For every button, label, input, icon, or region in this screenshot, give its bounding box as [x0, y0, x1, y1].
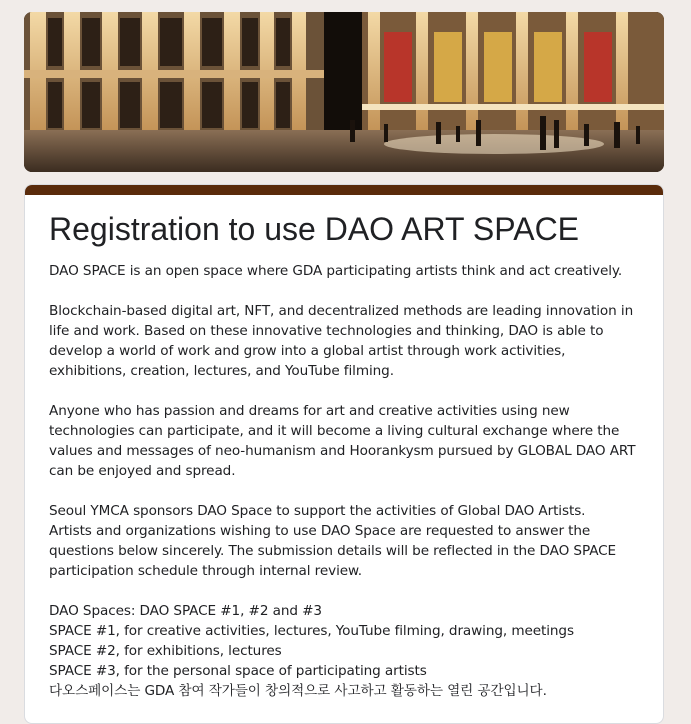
form-description: [49, 261, 643, 701]
description-paragraph-1: DAO SPACE is an open space where GDA participating artists think and act creatively.: [49, 263, 623, 279]
description-paragraph-2: Blockchain-based digital art, NFT, and decentralized methods are leading innovation in life and work. Based on these innovative technologies and thinking, DAO is able to develop a world of work and grow into a global artist through work activities, exhibitions, creation, lectures, and YouTube filming.: [49, 303, 634, 379]
card-accent-bar: [25, 185, 663, 195]
theater-plaza-illustration: [24, 12, 664, 172]
description-sponsor-line: Seoul YMCA sponsors DAO Space to support the activities of Global DAO Artists.: [49, 503, 586, 519]
header-banner-image: [24, 12, 664, 172]
description-paragraph-3: Anyone who has passion and dreams for art and creative activities using new technologies can participate, and it will become a living cultural exchange where the values and messages of neo-humanism and Hoorankysm pursued by GLOBAL DAO ART can be enjoyed and spread.: [49, 403, 636, 479]
space-3-description: SPACE #3, for the personal space of participating artists: [49, 663, 427, 679]
form-header-content: [49, 209, 643, 701]
form-title: Registration to use DAO ART SPACE: [49, 211, 580, 247]
description-request-line: Artists and organizations wishing to use DAO Space are requested to answer the questions below sincerely. The submission details will be reflected in the DAO SPACE participation schedule through internal review.: [49, 523, 617, 579]
space-2-description: SPACE #2, for exhibitions, lectures: [49, 643, 282, 659]
form-header-card: [24, 184, 664, 724]
spaces-heading: DAO Spaces: DAO SPACE #1, #2 and #3: [49, 603, 322, 619]
space-1-description: SPACE #1, for creative activities, lectures, YouTube filming, drawing, meetings: [49, 623, 574, 639]
korean-description: 다오스페이스는 GDA 참여 작가들이 창의적으로 사고하고 활동하는 열린 공간입니다.: [49, 683, 547, 699]
